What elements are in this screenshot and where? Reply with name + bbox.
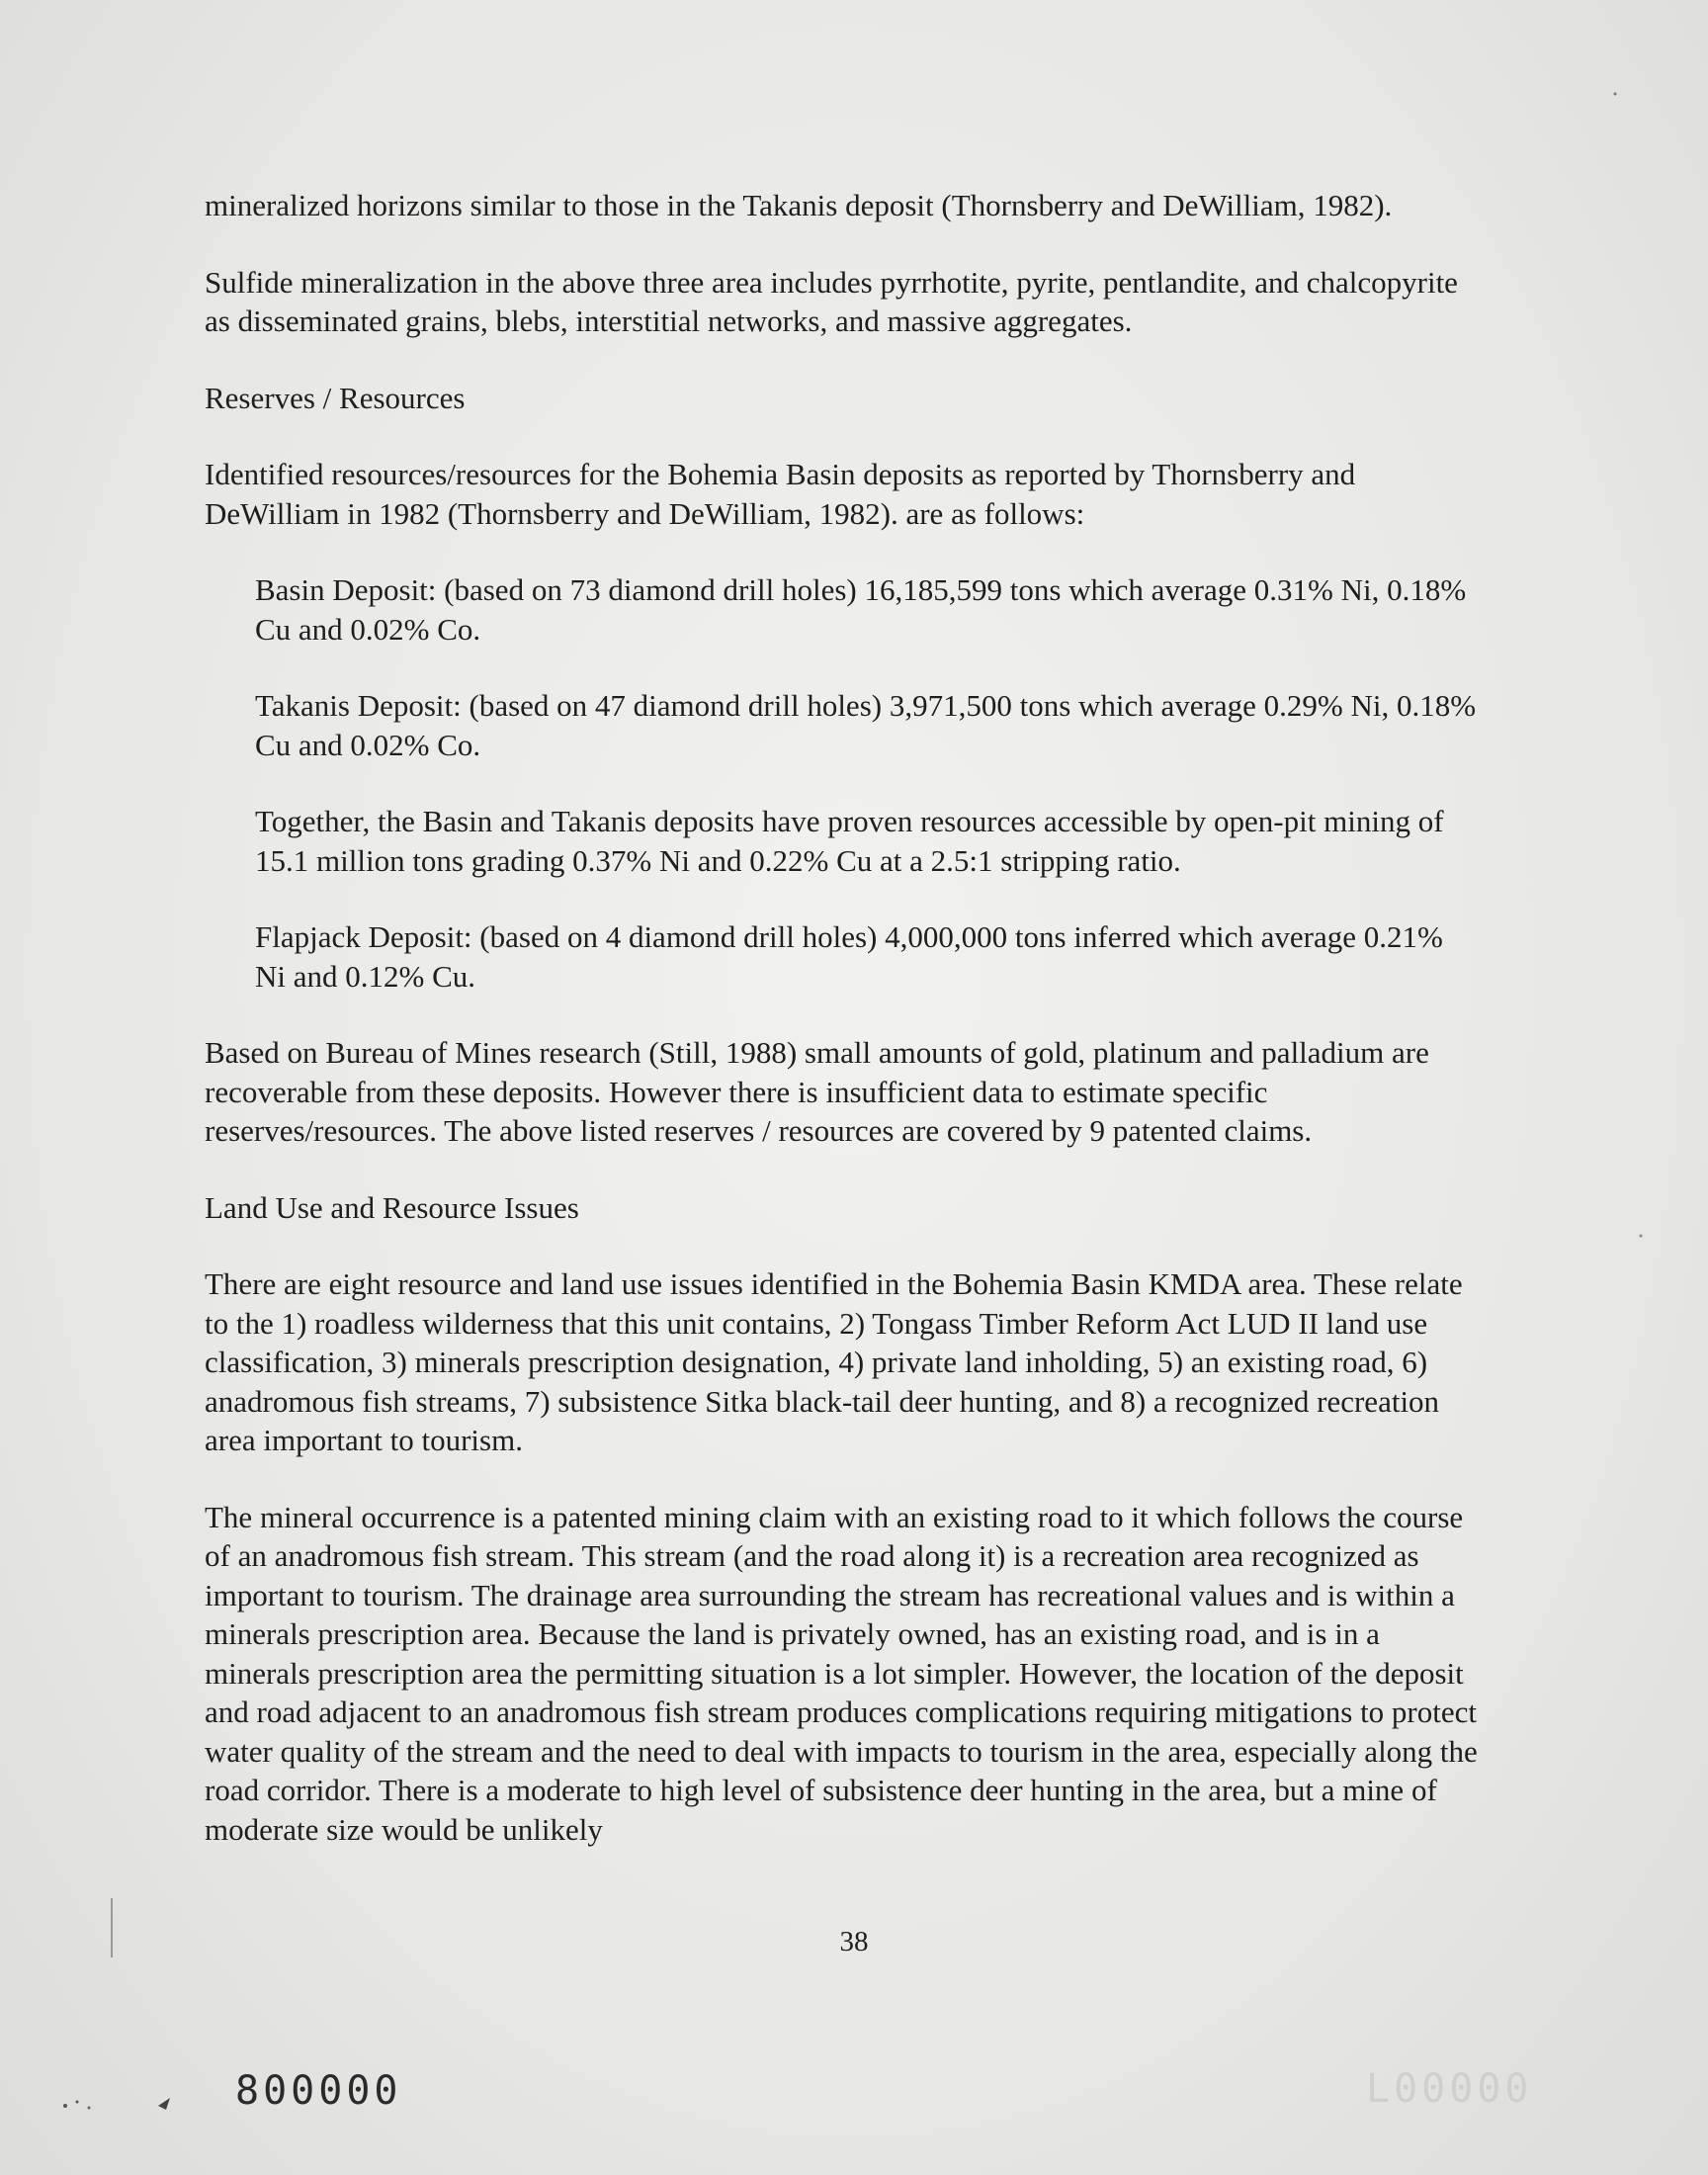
- paragraph-sulfide-mineralization: Sulfide mineralization in the above three area includes pyrrhotite, pyrite, pentlandite, and chalcopyrite as disseminated grains, blebs, interstitial networks, and massive aggregates.: [205, 264, 1458, 338]
- bates-number: 800000: [235, 2068, 402, 2114]
- paragraph-basin-deposit: Basin Deposit: (based on 73 diamond drill holes) 16,185,599 tons which average 0.31% Ni, 0.18% Cu and 0.02% Co.: [255, 572, 1467, 647]
- paragraph-mineralized-horizons: mineralized horizons similar to those in the Takanis deposit (Thornsberry and DeWilliam, 1982).: [205, 188, 1393, 222]
- heading-reserves-resources: Reserves / Resources: [205, 380, 466, 415]
- paragraph-bureau-of-mines: Based on Bureau of Mines research (Still, 1988) small amounts of gold, platinum and palladium are recoverable from these deposits. However there is insufficient data to estimate specific reserves/resources. The above listed reserves / resources are covered by 9 patented claims.: [205, 1035, 1429, 1148]
- paragraph-takanis-deposit: Takanis Deposit: (based on 47 diamond drill holes) 3,971,500 tons which average 0.29% Ni, 0.18% Cu and 0.02% Co.: [255, 688, 1477, 762]
- paragraph-basin-takanis-together: Together, the Basin and Takanis deposits have proven resources accessible by open-pit mining of 15.1 million tons grading 0.37% Ni and 0.22% Cu at a 2.5:1 stripping ratio.: [255, 804, 1444, 878]
- bates-number-faint: L00000: [1366, 2066, 1533, 2112]
- page-number: 38: [839, 1926, 869, 1958]
- heading-land-use: Land Use and Resource Issues: [205, 1189, 579, 1225]
- paragraph-identified-resources: Identified resources/resources for the Bohemia Basin deposits as reported by Thornsberry and DeWilliam in 1982 (Thornsberry and DeWilliam, 1982). are as follows:: [205, 457, 1356, 531]
- paragraph-eight-issues: There are eight resource and land use issues identified in the Bohemia Basin KMDA area. These relate to the 1) roadless wilderness that this unit contains, 2) Tongass Timber Reform Act LUD II land use classification, 3) minerals prescription designation, 4) private land inholding, 5) an existing road, 6) anadromous fish streams, 7) subsistence Sitka black-tail deer hunting, and 8) a recognized recreation area important to tourism.: [205, 1266, 1463, 1457]
- paragraph-mineral-occurrence: The mineral occurrence is a patented mining claim with an existing road to it which follows the course of an anadromous fish stream. This stream (and the road along it) is a recreation area recognized as important to tourism. The drainage area surrounding the stream has recreational values and is within a minerals prescription area. Because the land is privately owned, has an existing road, and is in a minerals prescription area the permitting situation is a lot simpler. However, the location of the deposit and road adjacent to an anadromous fish stream produces complications requiring mitigations to protect water quality of the stream and the need to deal with impacts to tourism in the area, especially along the road corridor. There is a moderate to high level of subsistence deer hunting in the area, but a mine of moderate size would be unlikely: [205, 1499, 1478, 1847]
- paragraph-flapjack-deposit: Flapjack Deposit: (based on 4 diamond drill holes) 4,000,000 tons inferred which average 0.21% Ni and 0.12% Cu.: [255, 919, 1443, 994]
